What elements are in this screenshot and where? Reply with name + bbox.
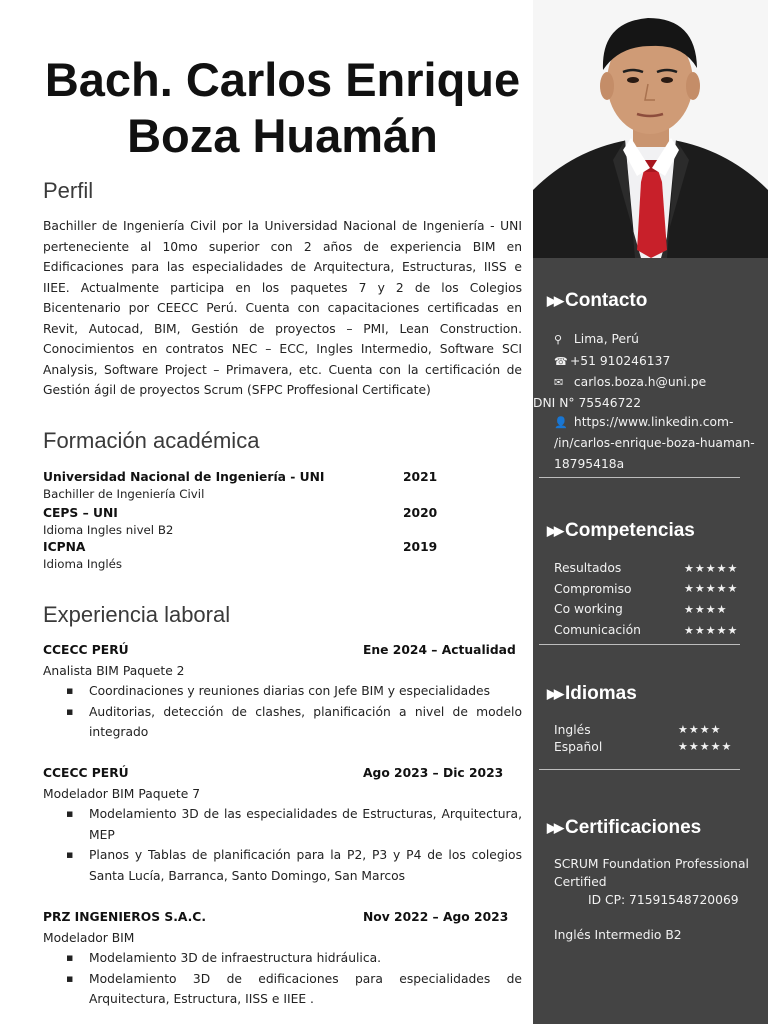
language-row [554,738,748,755]
contact-dni: DNI N° 75546722 [533,395,642,410]
cert-title-cont: Certified [554,875,607,889]
profile-text: Bachiller de Ingeniería Civil por la Universidad Nacional de Ingeniería - UNI perteneciente al 10mo superior con 2 años de experiencia BIM en Edificaciones para las especialidades de Arquitectura, Estructuras, IISS e IIEE. Actualmente participa en los paquetes 7 y 2 de los Colegios Bicentenario por CEECC Perú. Cuenta con capacitaciones certificadas en Revit, Autocad, BIM, Gestión de proyectos – PMI, Lean Construction. Conocimientos en contratos NEC – ECC, Ingles Intermedio, Software SCI Analysis, Software Project – Primavera, etc. Cuenta con la certificación de Gestión ágil de proyectos Scrum (SFPC Proffesional Certificate) [43,219,522,397]
education-detail: Idioma Ingles nivel B2 [43,523,174,537]
contact-linkedin-3[interactable]: 18795418a [554,456,625,471]
job-role: Modelador BIM [43,930,135,945]
profile-photo [533,0,768,258]
portrait-illustration [533,0,768,258]
job-bullet: ▪ Modelamiento 3D de las especialidades de Estructuras, Arquitectura, MEP [89,804,522,845]
job-bullet: ▪ Modelamiento 3D de edificaciones para especialidades de Arquitectura, Estructura, IISS e IIEE . [89,969,522,1010]
star-rating: ★★★★★ [684,582,739,596]
double-chevron-right-icon: ▶▶ [547,523,561,538]
divider [539,769,740,770]
education-detail: Idioma Inglés [43,557,123,571]
double-chevron-right-icon: ▶▶ [547,820,561,835]
cert-title: SCRUM Foundation Professional [554,857,749,871]
languages-heading-label: Idiomas [565,683,637,704]
candidate-name [30,52,535,164]
competency-row [554,599,754,620]
education-item [43,538,463,572]
languages-list [554,721,748,755]
competencies-list [554,558,754,640]
job-role: Analista BIM Paquete 2 [43,663,185,678]
star-rating: ★★★★ [678,723,722,736]
name-line-1: Bach. Carlos Enrique [44,53,521,106]
cert-english: Inglés Intermedio B2 [554,928,682,942]
language-label: Inglés [554,722,591,737]
contact-linkedin-1[interactable]: https://www.linkedin.com- [573,414,734,429]
profile-heading: Perfil [43,178,94,203]
education-year: 2021 [403,470,438,484]
contact-email[interactable]: carlos.boza.h@uni.pe [573,375,707,389]
competency-label: Co working [554,602,623,617]
education-school: CEPS – UNI [43,506,118,520]
job-period: Ene 2024 – Actualidad [363,643,516,657]
contact-phone[interactable]: +51 910246137 [570,353,671,368]
contact-heading-label: Contacto [565,290,648,311]
certifications-heading [547,817,701,839]
job-entry [43,640,522,743]
competencies-heading-label: Competencias [565,520,695,541]
competency-row [554,579,754,600]
contact-heading [547,290,647,312]
job-bullet: ▪ Modelamiento 3D de infraestructura hidráulica. [89,948,522,969]
competency-label: Comunicación [554,623,641,638]
job-period: Ago 2023 – Dic 2023 [363,766,504,780]
job-bullet: ▪ Auditorias, detección de clashes, planificación a nivel de modelo integrado [89,702,522,743]
person-icon: 👤 [554,415,568,429]
competency-row [554,620,754,641]
language-label: Español [554,739,603,754]
job-period: Nov 2022 – Ago 2023 [363,910,509,924]
phone-icon: ☎ [554,354,568,368]
education-year: 2020 [403,506,438,520]
experience-heading: Experiencia laboral [43,602,231,627]
competencies-heading [547,520,695,542]
education-school: Universidad Nacional de Ingeniería - UNI [43,470,325,484]
education-item [43,504,463,538]
competency-label: Resultados [554,561,622,576]
sidebar [533,258,768,1024]
divider [539,477,740,478]
contact-location: Lima, Perú [573,332,639,346]
certifications-list [554,855,749,944]
competency-label: Compromiso [554,581,632,596]
divider [539,644,740,645]
map-pin-icon: ⚲ [554,333,563,346]
star-rating: ★★★★★ [684,623,739,637]
star-rating: ★★★★★ [684,561,739,575]
education-year: 2019 [403,540,438,554]
job-bullet: ▪ Coordinaciones y reuniones diarias con Jefe BIM y especialidades [89,681,522,702]
contact-linkedin-2[interactable]: /in/carlos-enrique-boza-huaman- [554,436,755,450]
cert-id: ID CP: 71591548720069 [588,893,739,907]
job-company: PRZ INGENIEROS S.A.C. [43,910,207,924]
job-entry [43,907,522,1010]
education-school: ICPNA [43,540,86,554]
name-line-2: Boza Huamán [127,109,438,162]
double-chevron-right-icon: ▶▶ [547,686,561,701]
language-row [554,721,748,738]
job-bullet: ▪ Planos y Tablas de planificación para la P2, P3 y P4 de los colegios Santa Lucía, Barranca, Santo Domingo, San Marcos [89,845,522,886]
certifications-heading-label: Certificaciones [565,817,702,838]
contact-details [533,329,755,474]
education-item [43,468,463,502]
education-heading: Formación académica [43,428,260,453]
star-rating: ★★★★ [684,602,728,616]
job-entry [43,763,522,886]
star-rating: ★★★★★ [678,740,733,753]
double-chevron-right-icon: ▶▶ [547,293,561,308]
competency-row [554,558,754,579]
job-role: Modelador BIM Paquete 7 [43,786,201,801]
job-company: CCECC PERÚ [43,643,129,657]
languages-heading [547,683,637,705]
job-company: CCECC PERÚ [43,766,129,780]
envelope-icon: ✉ [554,376,564,389]
education-detail: Bachiller de Ingeniería Civil [43,487,205,501]
